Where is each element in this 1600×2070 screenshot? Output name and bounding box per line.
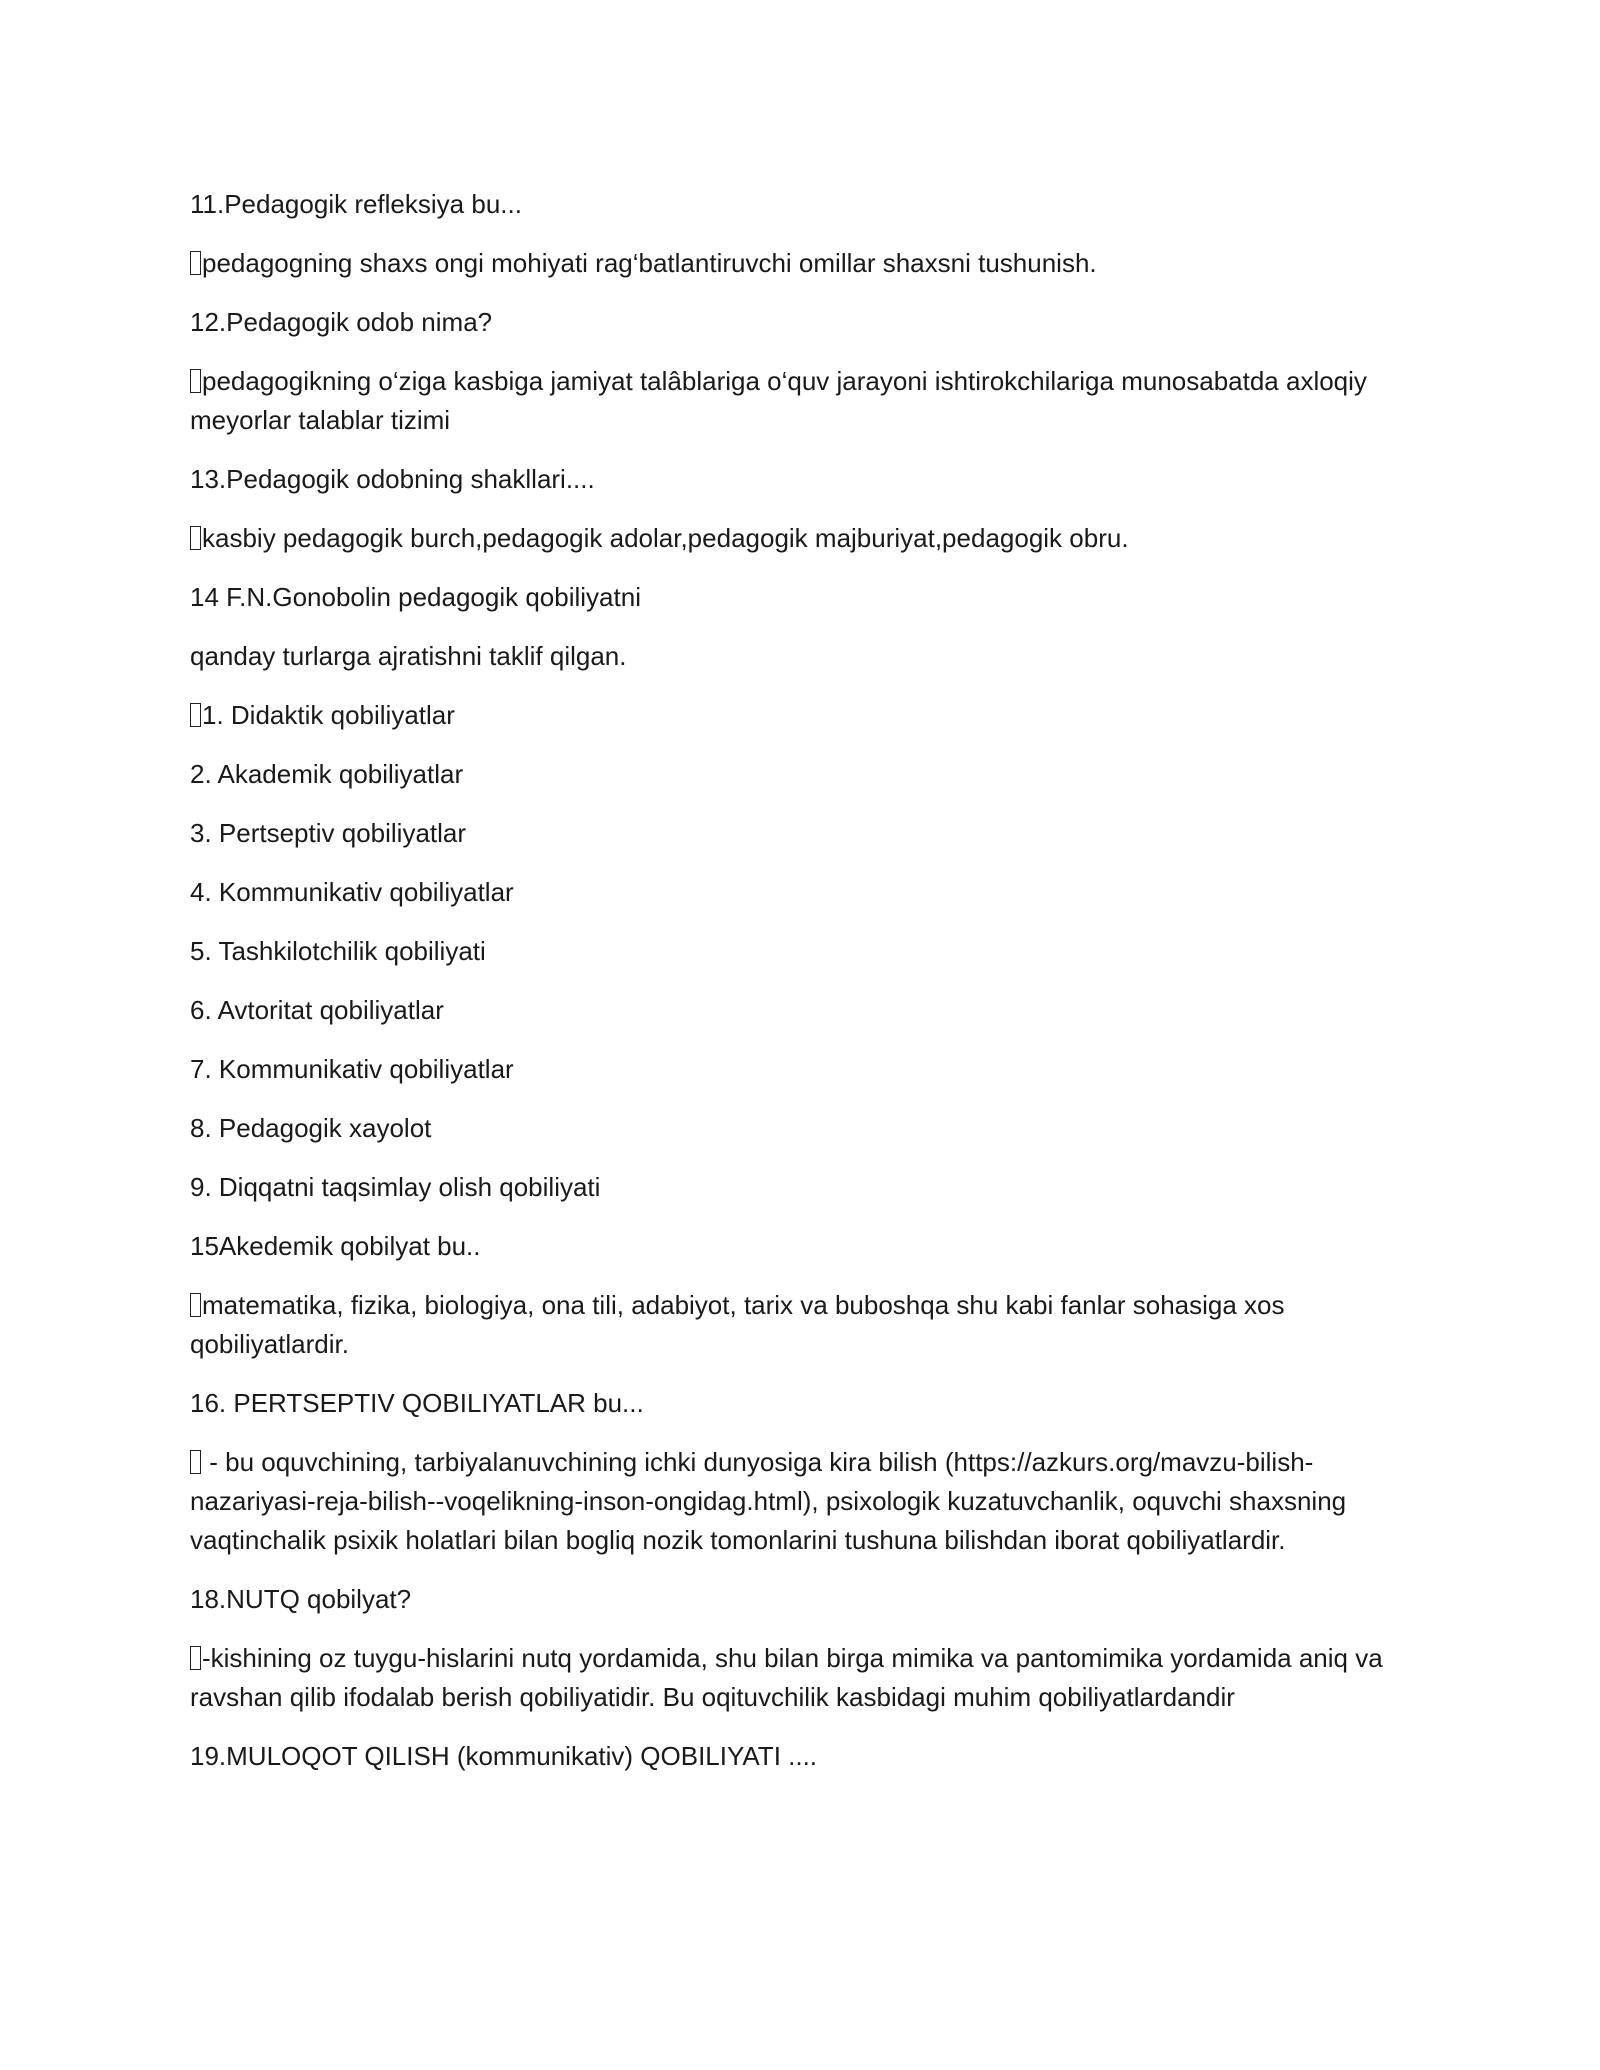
line-text: 3. Pertseptiv qobiliyatlar — [190, 818, 467, 848]
answer-16 — [190, 1443, 1430, 1560]
answer-11 — [190, 244, 1430, 283]
list-item — [190, 1168, 1430, 1207]
list-item — [190, 755, 1430, 794]
list-item — [190, 991, 1430, 1030]
list-item — [190, 1050, 1430, 1089]
checkbox-glyph-icon — [190, 251, 201, 275]
line-text: matematika, fizika, biologiya, ona tili, adabiyot, tarix va buboshqa shu kabi fanlar sohasiga xos qobiliyatlardir. — [190, 1290, 1285, 1359]
line-text: 9. Diqqatni taqsimlay olish qobiliyati — [190, 1172, 601, 1202]
line-text: 13.Pedagogik odobning shakllari.... — [190, 464, 595, 494]
line-text: 12.Pedagogik odob nima? — [190, 307, 493, 337]
line-text: 4. Kommunikativ qobiliyatlar — [190, 877, 514, 907]
checkbox-glyph-icon — [190, 1293, 201, 1317]
checkbox-glyph-icon — [190, 1450, 201, 1474]
line-text: 1. Didaktik qobiliyatlar — [202, 700, 455, 730]
question-18 — [190, 1580, 1430, 1619]
line-text: 11.Pedagogik refleksiya bu... — [190, 189, 522, 219]
answer-15 — [190, 1286, 1430, 1364]
list-item — [190, 814, 1430, 853]
line-text: 18.NUTQ qobilyat? — [190, 1584, 412, 1614]
line-text: pedagogning shaxs ongi mohiyati rag‘batlantiruvchi omillar shaxsni tushunish. — [202, 248, 1097, 278]
list-item — [190, 873, 1430, 912]
line-text: 5. Tashkilotchilik qobiliyati — [190, 936, 486, 966]
question-13 — [190, 460, 1430, 499]
line-text: 19.MULOQOT QILISH (kommunikativ) QOBILIYATI .... — [190, 1741, 818, 1771]
answer-12 — [190, 362, 1430, 440]
line-text: - bu oquvchining, tarbiyalanuvchining ichki dunyosiga kira bilish (https://azkurs.org/mavzu-bilish-nazariyasi-reja-bilish--voqelikning-inson-ongidag.html), psixologik kuzatuvchanlik, oquvchi shaxsning vaqtinchalik psixik holatlari bilan bogliq nozik tomonlarini tushuna bilishdan iborat qobiliyatlardir. — [190, 1447, 1347, 1555]
line-text: 7. Kommunikativ qobiliyatlar — [190, 1054, 514, 1084]
line-text: 2. Akademik qobiliyatlar — [190, 759, 464, 789]
checkbox-glyph-icon — [190, 369, 201, 393]
line-text: 6. Avtoritat qobiliyatlar — [190, 995, 444, 1025]
line-text: 14 F.N.Gonobolin pedagogik qobiliyatni — [190, 582, 641, 612]
answer-13 — [190, 519, 1430, 558]
checkbox-glyph-icon — [190, 1646, 201, 1670]
checkbox-glyph-icon — [190, 703, 201, 727]
line-text: 15Akedemik qobilyat bu.. — [190, 1231, 481, 1261]
list-item — [190, 1109, 1430, 1148]
answer-18 — [190, 1639, 1430, 1717]
question-11 — [190, 185, 1430, 224]
list-item — [190, 696, 1430, 735]
question-15 — [190, 1227, 1430, 1266]
question-14 — [190, 578, 1430, 617]
question-19 — [190, 1737, 1430, 1776]
line-text: 16. PERTSEPTIV QOBILIYATLAR bu... — [190, 1388, 644, 1418]
list-item — [190, 932, 1430, 971]
question-16 — [190, 1384, 1430, 1423]
line-text: 8. Pedagogik xayolot — [190, 1113, 432, 1143]
line-text: qanday turlarga ajratishni taklif qilgan. — [190, 641, 627, 671]
question-14-continued — [190, 637, 1430, 676]
line-text: pedagogikning o‘ziga kasbiga jamiyat talâblariga o‘quv jarayoni ishtirokchilariga munosabatda axloqiy meyorlar talablar tizimi — [190, 366, 1367, 435]
document-body — [190, 185, 1430, 1796]
question-12 — [190, 303, 1430, 342]
line-text: -kishining oz tuygu-hislarini nutq yordamida, shu bilan birga mimika va pantomimika yordamida aniq va ravshan qilib ifodalab berish qobiliyatidir. Bu oqituvchilik kasbidagi muhim qobiliyatlardandir — [190, 1643, 1383, 1712]
checkbox-glyph-icon — [190, 526, 201, 550]
line-text: kasbiy pedagogik burch,pedagogik adolar,pedagogik majburiyat,pedagogik obru. — [202, 523, 1129, 553]
